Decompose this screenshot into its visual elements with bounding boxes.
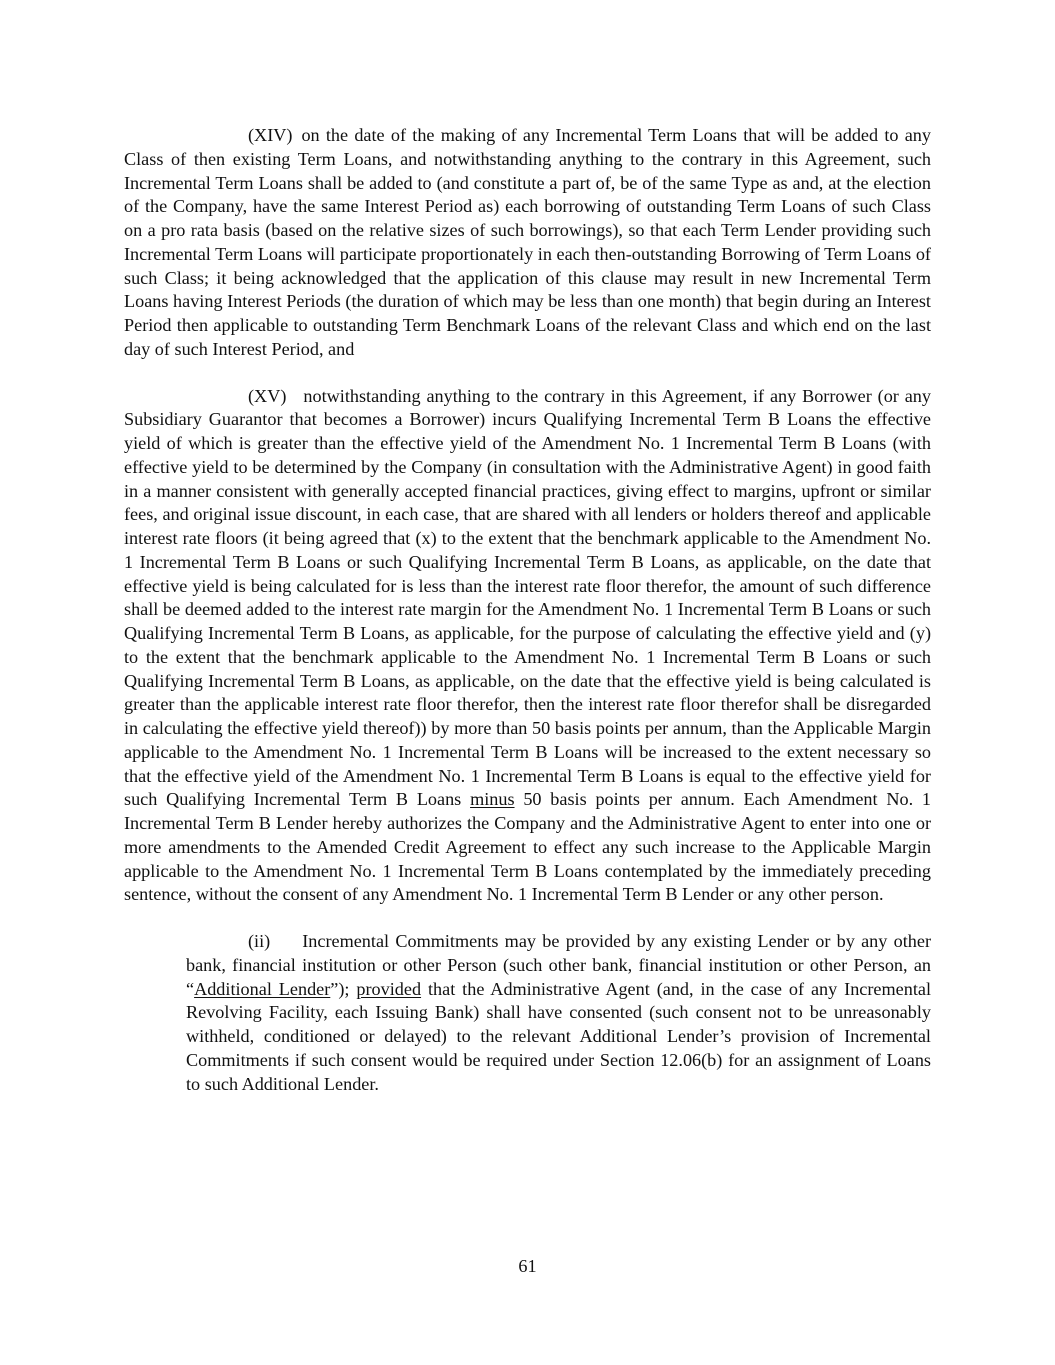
- paragraph-xv: [124, 385, 931, 908]
- paragraph-xv-text: notwithstanding anything to the contrary in this Agreement, if any Borrower (or any Subsidiary Guarantor that becomes a Borrower) incurs Qualifying Incremental Term B Loans the effective yield of which is greater than the effective yield of the Amendment No. 1 Incremental Term B Loans (with effective yield to be determined by the Company (in consultation with the Administrative Agent) in good faith in a manner consistent with generally accepted financial practices, giving effect to margins, upfront or similar fees, and original issue discount, in each case, that are shared with all lenders or holders thereof and applicable interest rate floors (it being agreed that (x) to the extent that the benchmark applicable to the Amendment No. 1 Incremental Term B Loans or such Qualifying Incremental Term B Loans, as applicable, on the date that effective yield is being calculated for is less than the interest rate floor therefor, the amount of such difference shall be deemed added to the interest rate margin for the Amendment No. 1 Incremental Term B Loans or such Qualifying Incremental Term B Loans, as applicable, for the purpose of calculating the effective yield and (y) to the extent that the benchmark applicable to the Amendment No. 1 Incremental Term B Loans or such Qualifying Incremental Term B Loans, as applicable, on the date that the effective yield is being calculated is greater than the applicable interest rate floor therefor, then the interest rate floor therefor shall be disregarded in calculating the effective yield thereof)) by more than 50 basis points per annum, than the Applicable Margin applicable to the Amendment No. 1 Incremental Term B Loans will be increased to the extent necessary so that the effective yield of the Amendment No. 1 Incremental Term B Loans is equal to the effective yield for such Qualifying Incremental Term B Loans: [124, 385, 931, 810]
- paragraph-ii-text-3: that the Administrative Agent (and, in the case of any Incremental Revolving Facility, each Issuing Bank) shall have consented (such consent not to be unreasonably withheld, conditioned or delayed) to the relevant Additional Lender’s provision of Incremental Commitments if such consent would be required under Section 12.06(b) for an assignment of Loans to such Additional Lender.: [186, 978, 931, 1094]
- clause-marker-xv: (XV): [248, 385, 287, 406]
- defined-term-additional-lender: Additional Lender: [194, 978, 331, 999]
- paragraph-xiv: [124, 124, 931, 362]
- paragraph-xiv-text: on the date of the making of any Incremental Term Loans that will be added to any Class of then existing Term Loans, and notwithstanding anything to the contrary in this Agreement, such Incremental Term Loans shall be added to (and constitute a part of, be of the same Type as and, at the election of the Company, have the same Interest Period as) each borrowing of outstanding Term Loans of such Class on a pro rata basis (based on the relative sizes of such borrowings), so that each Term Lender providing such Incremental Term Loans will participate proportionately in each then-outstanding Borrowing of Term Loans of such Class; it being acknowledged that the application of this clause may result in new Incremental Term Loans having Interest Periods (the duration of which may be less than one month) that begin during an Interest Period then applicable to outstanding Term Benchmark Loans of the relevant Class and which end on the last day of such Interest Period, and: [124, 125, 931, 359]
- document-page: [124, 124, 931, 1096]
- paragraph-xv-text-continued: 50 basis points per annum. Each Amendment No. 1 Incremental Term B Lender hereby authorizes the Company and the Administrative Agent to enter into one or more amendments to the Amended Credit Agreement to effect any such increase to the Applicable Margin applicable to the Amendment No. 1 Incremental Term B Loans contemplated by the immediately preceding sentence, without the consent of any Amendment No. 1 Incremental Term B Lender or any other person.: [124, 789, 932, 905]
- paragraph-ii-text-2: ”);: [330, 978, 357, 999]
- paragraph-ii: [186, 930, 931, 1096]
- clause-marker-ii: (ii): [248, 931, 271, 951]
- paragraph-ii-text: Incremental Commitments may be provided by any existing Lender or by any other bank, financial institution or other Person (such other bank, financial institution or other Person, an “: [186, 931, 931, 999]
- underlined-minus: minus: [470, 789, 515, 810]
- clause-marker-xiv: (XIV): [248, 125, 293, 145]
- proviso-provided: provided: [356, 978, 422, 999]
- page-number: 61: [518, 1256, 537, 1276]
